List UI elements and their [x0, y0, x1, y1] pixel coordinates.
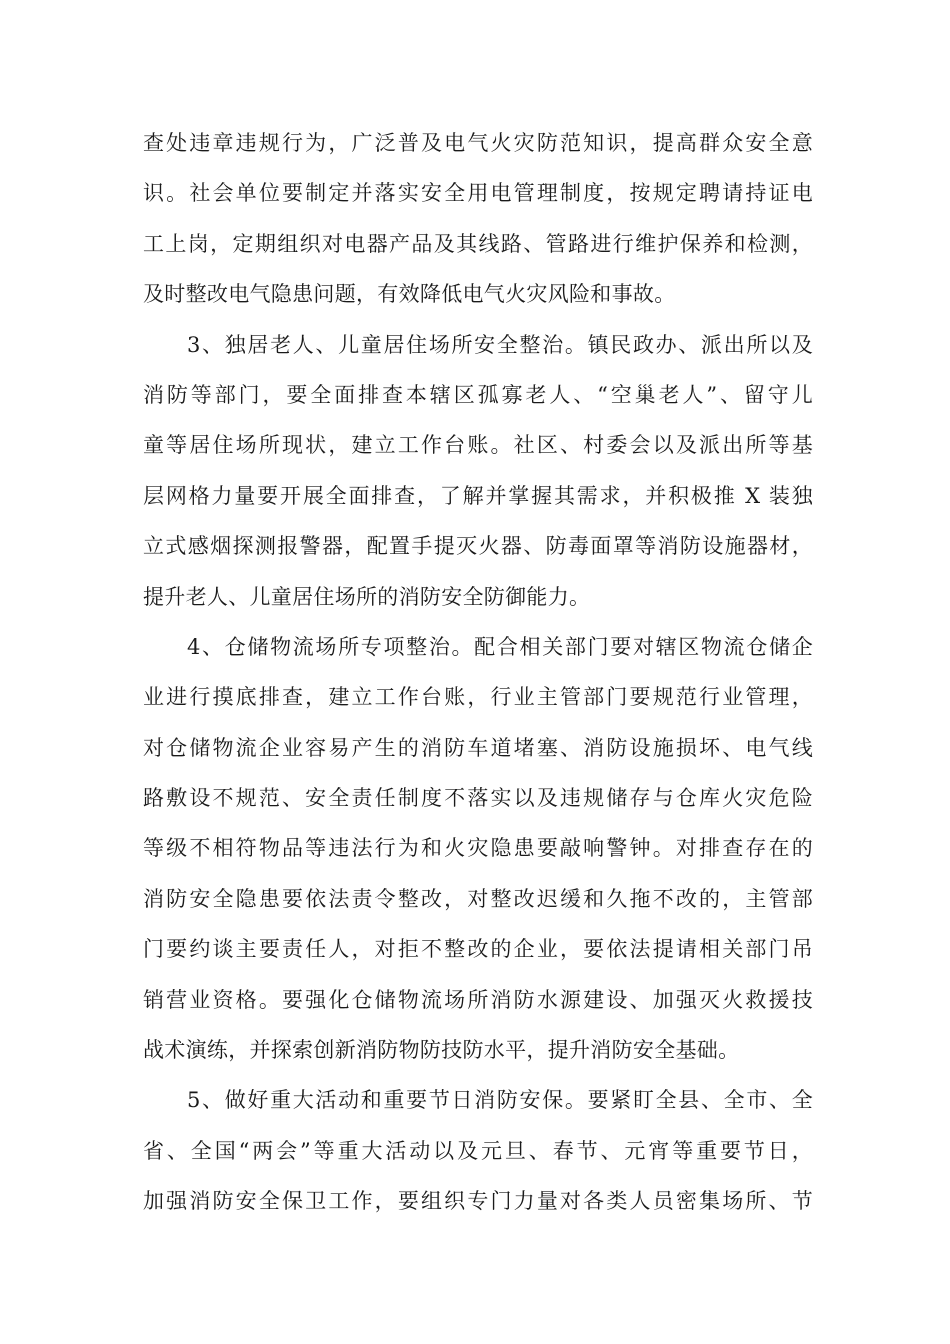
section-3-heading-line: 3、独居老人、儿童居住场所安全整治。镇民政办、派出所以及	[187, 332, 813, 357]
text-line: 等级不相符物品等违法行为和火灾隐患要敲响警钟。对排查存在的	[143, 836, 813, 861]
text-line: 门要约谈主要责任人，对拒不整改的企业，要依法提请相关部门吊	[143, 937, 813, 962]
text-line: 识。社会单位要制定并落实安全用电管理制度，按规定聘请持证电	[143, 181, 813, 206]
text-line: 工上岗，定期组织对电器产品及其线路、管路进行维护保养和检测，	[143, 231, 813, 256]
text-line: 路敷设不规范、安全责任制度不落实以及违规储存与仓库火灾危险	[143, 786, 813, 811]
text-line: 童等居住场所现状，建立工作台账。社区、村委会以及派出所等基	[143, 433, 813, 458]
text-line: 销营业资格。要强化仓储物流场所消防水源建设、加强灭火救援技	[143, 987, 813, 1012]
text-line: 战术演练，并探索创新消防物防技防水平，提升消防安全基础。	[143, 1038, 740, 1063]
text-line: 业进行摸底排查，建立工作台账，行业主管部门要规范行业管理，	[143, 685, 813, 710]
section-4-heading-line: 4、仓储物流场所专项整治。配合相关部门要对辖区物流仓储企	[187, 634, 813, 659]
text-line: 消防安全隐患要依法责令整改，对整改迟缓和久拖不改的，主管部	[143, 886, 813, 911]
text-line: 及时整改电气隐患问题，有效降低电气火灾风险和事故。	[143, 282, 676, 307]
text-line: 消防等部门，要全面排查本辖区孤寡老人、“空巢老人”、留守儿	[143, 382, 813, 407]
text-line: 省、全国“两会”等重大活动以及元旦、春节、元宵等重要节日，	[143, 1138, 813, 1163]
document-body	[143, 118, 813, 1227]
section-5-heading-line: 5、做好重大活动和重要节日消防安保。要紧盯全县、全市、全	[187, 1088, 813, 1113]
text-line: 立式感烟探测报警器，配置手提灭火器、防毒面罩等消防设施器材，	[143, 534, 813, 559]
text-line: 对仓储物流企业容易产生的消防车道堵塞、消防设施损坏、电气线	[143, 735, 813, 760]
text-line: 查处违章违规行为，广泛普及电气火灾防范知识，提高群众安全意	[143, 131, 813, 155]
text-line: 提升老人、儿童居住场所的消防安全防御能力。	[143, 584, 591, 609]
text-line: 层网格力量要开展全面排查，了解并掌握其需求，并积极推 X 装独	[143, 483, 813, 508]
text-line: 加强消防安全保卫工作，要组织专门力量对各类人员密集场所、节	[143, 1189, 813, 1214]
